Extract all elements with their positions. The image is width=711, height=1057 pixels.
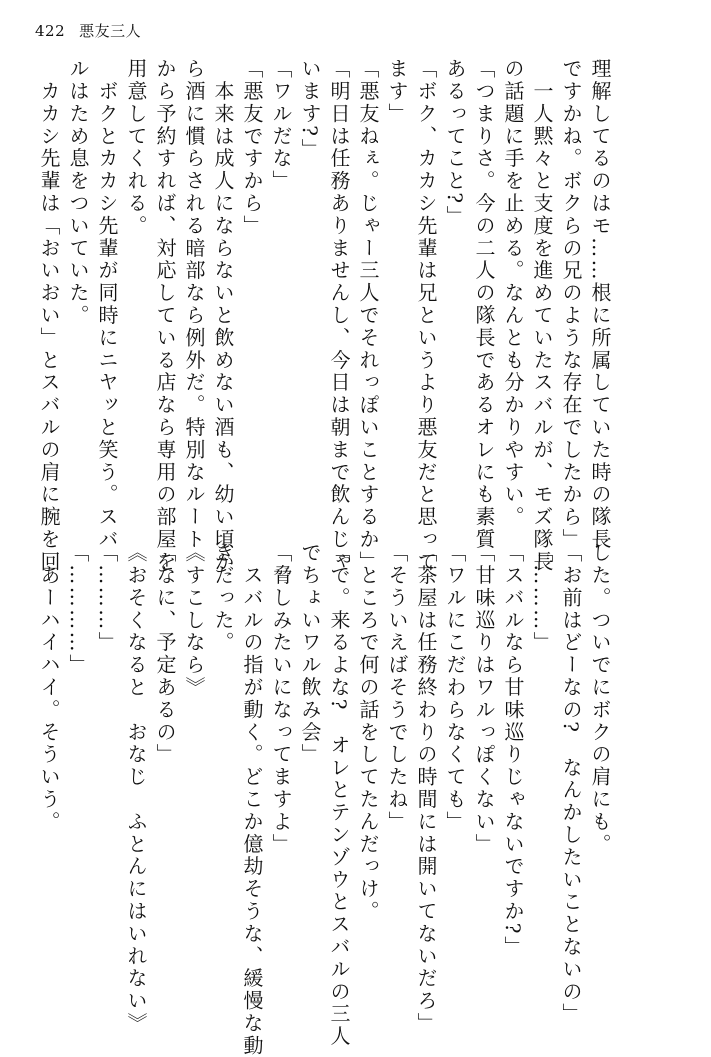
text-column: 《おそくなると おなじ ふとんにはいれない》 [124, 542, 148, 1035]
text-column: 「茶屋は任務終わりの時間には開いてないだろ」 [414, 542, 438, 1035]
text-column: 「で。来るよな? オレとテンゾウとスバルの三人 [327, 542, 351, 1048]
text-column: から予約すれば、対応している店なら専用の部屋を [153, 58, 177, 574]
text-column: 「………」 [530, 542, 554, 654]
text-column: スバルの指が動く。どこか億劫そうな、緩慢な動 [240, 542, 264, 1057]
page-header [35, 20, 141, 41]
text-column: あーハイハイ。そういう。 [37, 542, 61, 834]
text-column: ら酒に慣らされる暗部なら例外だ。特別なルート [182, 58, 206, 551]
text-column: カカシ先輩は「おいおい」とスバルの肩に腕を回 [37, 58, 61, 574]
text-column: きだった。 [211, 542, 235, 654]
text-column: 「明日は任務ありませんし、今日は朝まで飲んじゃ [327, 58, 351, 574]
text-column: ボクとカカシ先輩が同時にニヤッと笑う。スバ [95, 58, 119, 551]
text-column: 本来は成人にならないと飲めない酒も、幼い頃か [211, 58, 235, 574]
text-column: 《すこしなら》 [182, 542, 206, 699]
text-column: います?」 [298, 58, 322, 161]
text-column: 「そういえばそうでしたね」 [385, 542, 409, 834]
text-column: 「スバルなら甘味巡りじゃないですか?」 [501, 542, 525, 959]
text-column: 「…………」 [66, 542, 90, 677]
text-column: ところで何の話をしてたんだっけ。 [356, 542, 380, 923]
text-column: 「甘味巡りはワルっぽくない」 [472, 542, 496, 856]
text-column: した。ついでにボクの肩にも。 [588, 542, 612, 856]
text-column: 「つまりさ。今の二人の隊長であるオレにも素質 [472, 58, 496, 551]
text-column: あるってこと?」 [443, 58, 467, 228]
text-column: 用意してくれる。 [124, 58, 148, 238]
text-column: ルはため息をついていた。 [66, 58, 90, 327]
text-column: 「なに、予定あるの」 [153, 542, 177, 766]
text-column: 「ワルにこだわらなくても」 [443, 542, 467, 834]
text-column: 「脅しみたいになってますよ」 [269, 542, 293, 856]
text-column: 「悪友ですから」 [240, 58, 264, 238]
text-column: 理解してるのはモ……根に所属していた時の隊長 [588, 58, 612, 551]
page-number: 422 [35, 22, 66, 40]
text-column: 「ボク、カカシ先輩は兄というより悪友だと思って [414, 58, 438, 574]
text-column: 「悪友ねぇ。じゃー三人でそれっぽいことするか」 [356, 58, 380, 574]
text-column: 「………」 [95, 542, 119, 654]
text-column: ですかね。ボクらの兄のような存在でしたから」 [559, 58, 583, 551]
text-column: 一人黙々と支度を進めていたスバルが、モズ隊長 [530, 58, 554, 574]
text-column: ます」 [385, 58, 409, 126]
text-column: でちょいワル飲み会」 [298, 542, 322, 766]
text-column: 「お前はどーなの? なんかしたいことないの」 [559, 542, 583, 1026]
chapter-title: 悪友三人 [79, 22, 142, 40]
text-column: の話題に手を止める。なんとも分かりやすい。 [501, 58, 525, 529]
text-column: 「ワルだな」 [269, 58, 293, 193]
